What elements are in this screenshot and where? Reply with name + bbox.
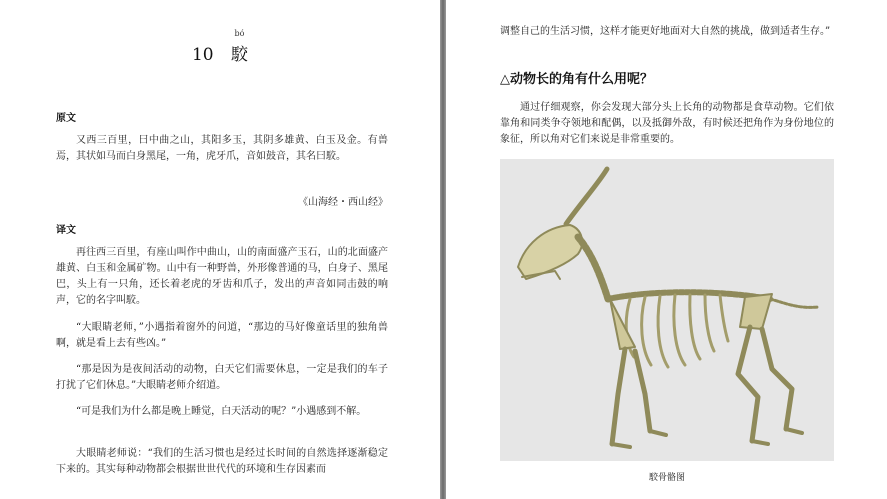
chapter-number: 10 xyxy=(191,45,214,65)
dialog-paragraph-4: “可是我们为什么都是晚上睡觉，白天活动的呢？”小遇感到不解。 xyxy=(76,406,367,417)
translation-label: 译文 xyxy=(56,225,76,236)
skeleton-drawing xyxy=(500,159,834,461)
continued-paragraph: 调整自己的生活习惯，这样才能更好地面对大自然的挑战，做到适者生存。” xyxy=(500,26,831,37)
body-paragraph: 通过仔细观察，你会发现大部分头上长角的动物都是食草动物。它们依靠角和同类争夺领地和配偶，以及抵御外敌，有时候还把角作为身份地位的象征，所以角对它们来说是非常重要的。 xyxy=(500,102,834,145)
chapter-char-wrap xyxy=(231,29,249,65)
original-label: 原文 xyxy=(56,113,76,124)
dialog-paragraph-5: 大眼睛老师说：“我们的生活习惯也是经过长时间的自然选择逐渐稳定下来的。其实每种动物都会根据世世代代的环境和生存因素而 xyxy=(56,448,388,475)
figure-caption: 駮骨骼图 xyxy=(648,473,685,483)
dialog-paragraph-2: “大眼睛老师，”小遇指着窗外的问道，“那边的马好像童话里的独角兽啊，就是看上去有些凶。” xyxy=(56,322,388,349)
source-citation: 《山海经・西山经》 xyxy=(298,197,388,208)
original-text: 又西三百里，曰中曲之山，其阳多玉，其阴多雄黄、白玉及金。有兽焉，其状如马而白身黑尾，一角，虎牙爪，音如鼓音，其名曰駮。 xyxy=(56,135,388,162)
dialog-paragraph-3: “那是因为是夜间活动的动物，白天它们需要休息，一定是我们的车子打扰了它们休息。”大眼睛老师介绍道。 xyxy=(56,364,388,391)
chapter-char: 駮 xyxy=(231,45,249,65)
translation-paragraph-1: 再往西三百里，有座山叫作中曲山，山的南面盛产玉石，山的北面盛产雄黄、白玉和金属矿物。山中有一种野兽，外形像普通的马，白身子、黑尾巴，头上有一只角，还长着老虎的牙齿和爪子，发出的声音如同击鼓的响声，它的名字叫駮。 xyxy=(56,247,388,306)
section-heading: △动物长的角有什么用呢？ xyxy=(500,72,653,87)
chapter-title xyxy=(0,29,440,65)
skeleton-illustration xyxy=(500,159,834,461)
pinyin-annotation: bó xyxy=(234,29,245,38)
